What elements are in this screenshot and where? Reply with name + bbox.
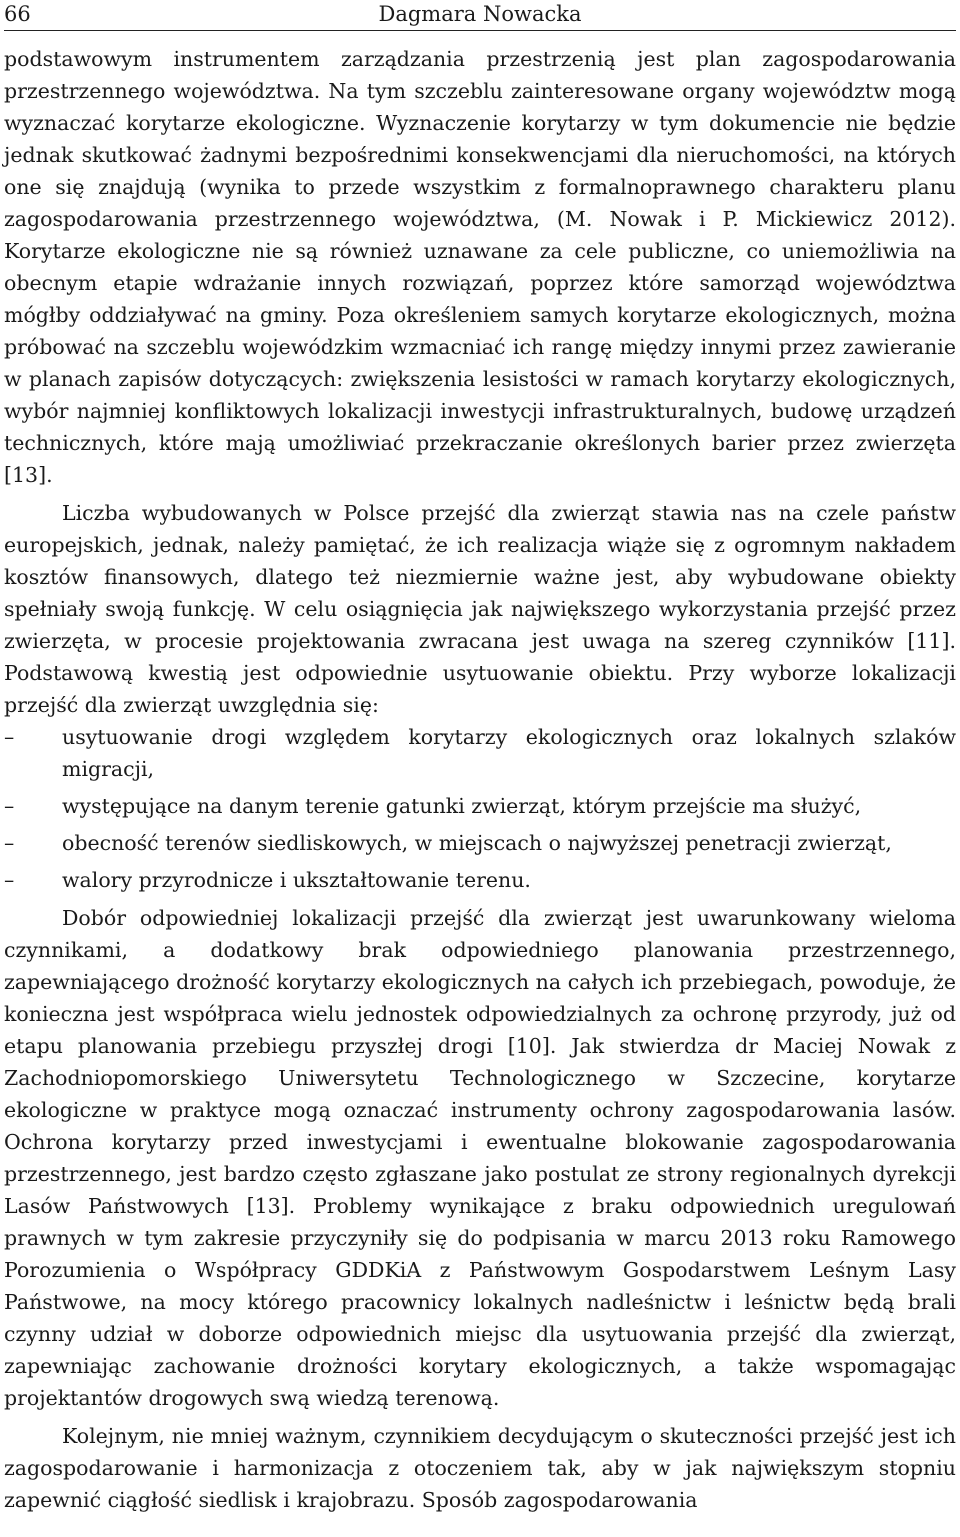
page-header	[4, 0, 956, 31]
body-text	[4, 43, 956, 1516]
list-item-text: walory przyrodnicze i ukształtowanie terenu.	[62, 868, 531, 892]
list-item-text: usytuowanie drogi względem korytarzy ekologicznych oraz lokalnych szlaków migracji,	[62, 725, 956, 781]
document-page	[4, 0, 956, 1516]
dash-marker: –	[4, 725, 15, 749]
list-item	[4, 864, 956, 896]
dash-marker: –	[4, 794, 15, 818]
location-criteria-list	[4, 721, 956, 896]
list-item-text: obecność terenów siedliskowych, w miejscach o najwyższej penetracji zwierząt,	[62, 831, 892, 855]
list-item-text: występujące na danym terenie gatunki zwierząt, którym przejście ma służyć,	[62, 794, 862, 818]
running-title: Dagmara Nowacka	[378, 2, 582, 26]
dash-marker: –	[4, 868, 15, 892]
paragraph-2: Liczba wybudowanych w Polsce przejść dla zwierząt stawia nas na czele państw europejskich, jednak, należy pamiętać, że ich realizacja wiąże się z ogromnym nakładem kosztów finansowych, dlatego też niezmiernie ważne jest, aby wybudowane obiekty spełniały swoją funkcję. W celu osiągnięcia jak największego wykorzystania przejść przez zwierzęta, w procesie projektowania zwracana jest uwaga na szereg czynników [11]. Podstawową kwestią jest odpowiednie usytuowanie obiektu. Przy wyborze lokalizacji przejść dla zwierząt uwzględnia się:	[4, 501, 956, 717]
list-item	[4, 790, 956, 822]
list-item	[4, 827, 956, 859]
paragraph-1: podstawowym instrumentem zarządzania przestrzenią jest plan zagospodarowania przestrzennego województwa. Na tym szczeblu zainteresowane organy województw mogą wyznaczać korytarze ekologiczne. Wyznaczenie korytarzy w tym dokumencie nie będzie jednak skutkować żadnymi bezpośrednimi konsekwencjami dla nieruchomości, na których one się znajdują (wynika to przede wszystkim z formalnoprawnego charakteru planu zagospodarowania przestrzennego województwa, (M. Nowak i P. Mickiewicz 2012). Korytarze ekologiczne nie są również uznawane za cele publiczne, co uniemożliwia na obecnym etapie wdrażanie innych rozwiązań, poprzez które samorząd województwa mógłby oddziaływać na gminy. Poza określeniem samych korytarze ekologicznych, można próbować na szczeblu wojewódzkim wzmacniać ich rangę między innymi przez zawieranie w planach zapisów dotyczących: zwiększenia lesistości w ramach korytarzy ekologicznych, wybór najmniej konfliktowych lokalizacji inwestycji infrastrukturalnych, budowę urządzeń technicznych, które mają umożliwiać przekraczanie określonych barier przez zwierzęta [13].	[4, 47, 956, 487]
paragraph-3: Dobór odpowiedniej lokalizacji przejść dla zwierząt jest uwarunkowany wieloma czynnikami, a dodatkowy brak odpowiedniego planowania przestrzennego, zapewniającego drożność korytarzy ekologicznych na całych ich przebiegach, powoduje, że konieczna jest współpraca wielu jednostek odpowiedzialnych za ochronę przyrody, już od etapu planowania przebiegu przyszłej drogi [10]. Jak stwierdza dr Maciej Nowak z Zachodniopomorskiego Uniwersytetu Technologicznego w Szczecine, korytarze ekologiczne w praktyce mogą oznaczać instrumenty ochrony zagospodarowania lasów. Ochrona korytarzy przed inwestycjami i ewentualne blokowanie zagospodarowania przestrzennego, jest bardzo często zgłaszane jako postulat ze strony regionalnych dyrekcji Lasów Państwowych [13]. Problemy wynikające z braku odpowiednich uregulowań prawnych w tym zakresie przyczyniły się do podpisania w marcu 2013 roku Ramowego Porozumienia o Współpracy GDDKiA z Państwowym Gospodarstwem Leśnym Lasy Państwowe, na mocy którego pracownicy lokalnych nadleśnictw i leśnictw będą brali czynny udział w doborze odpowiednich miejsc dla usytuowania przejść dla zwierząt, zapewniając zachowanie drożności korytary ekologicznych, a także wspomagając projektantów drogowych swą wiedzą terenową.	[4, 906, 956, 1410]
dash-marker: –	[4, 831, 15, 855]
page-number: 66	[4, 2, 31, 26]
paragraph-4: Kolejnym, nie mniej ważnym, czynnikiem decydującym o skuteczności przejść jest ich zagospodarowanie i harmonizacja z otoczeniem tak, aby w jak największym stopniu zapewnić ciągłość siedlisk i krajobrazu. Sposób zagospodarowania	[4, 1424, 956, 1512]
list-item	[4, 721, 956, 785]
